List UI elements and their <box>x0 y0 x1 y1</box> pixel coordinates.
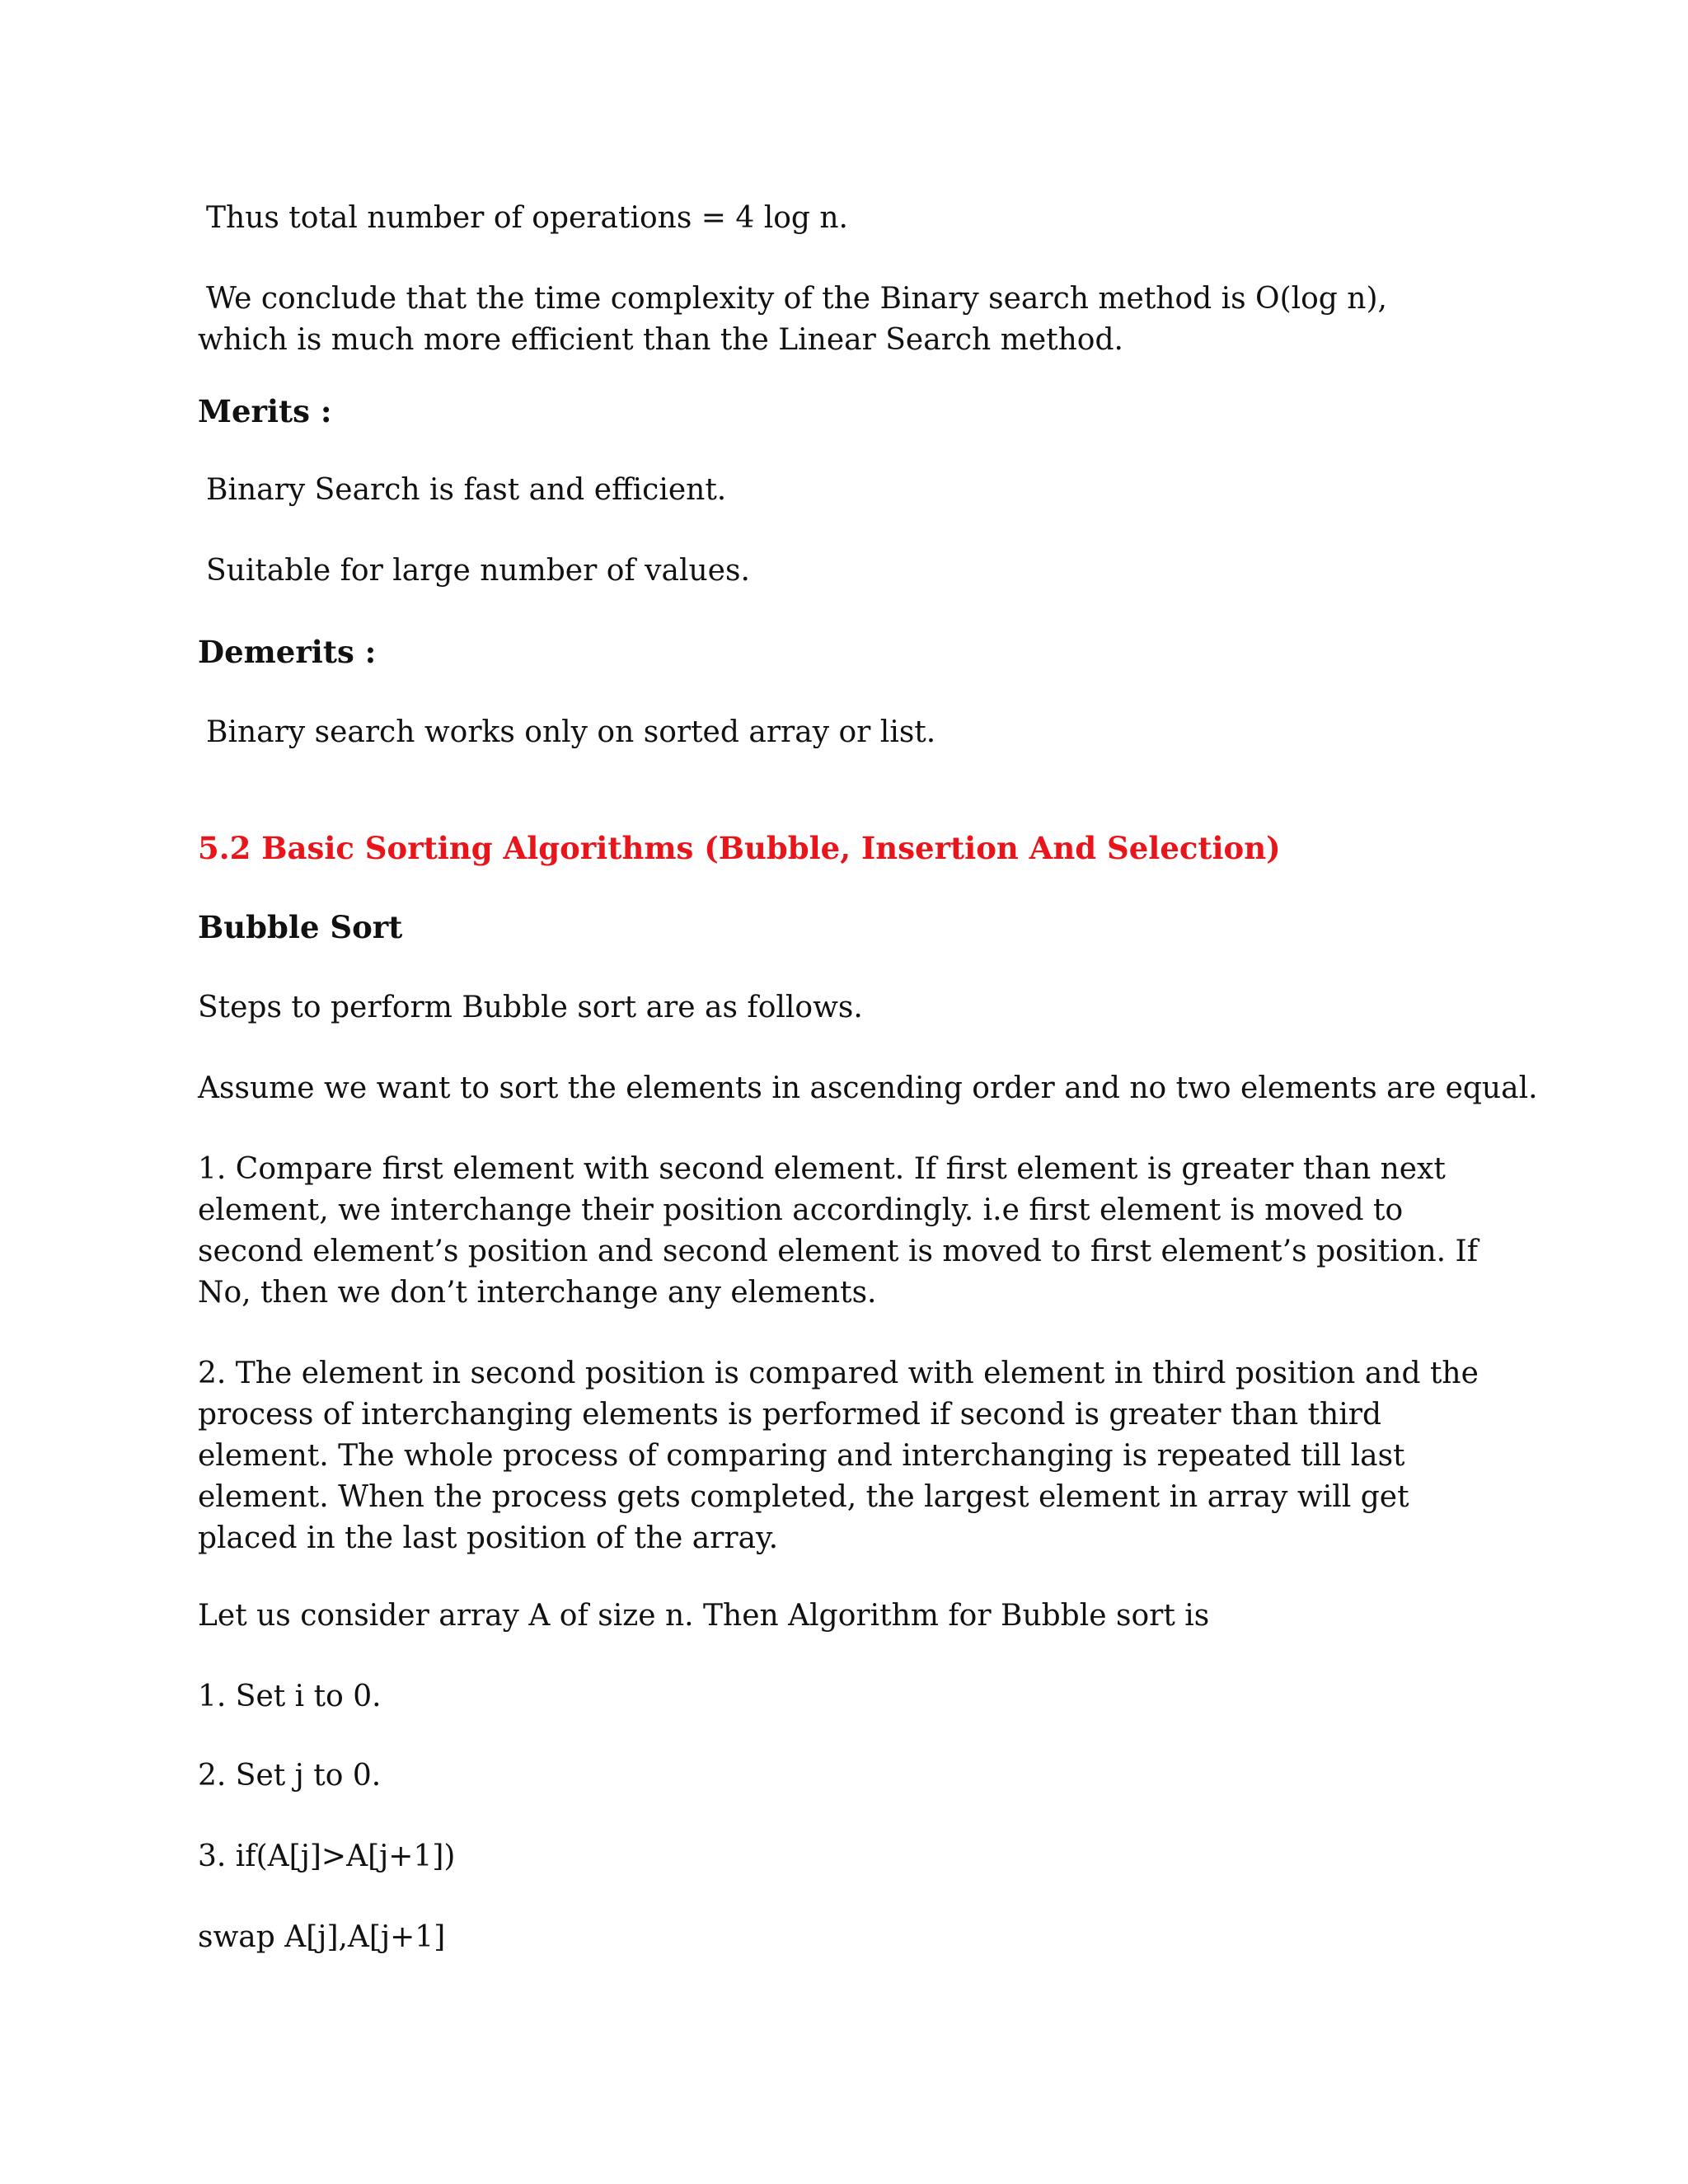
merit-item-1: Binary Search is fast and efficient. <box>206 473 727 507</box>
steps-intro-text: Steps to perform Bubble sort are as follows. <box>198 991 863 1024</box>
assumption-text: Assume we want to sort the elements in ascending order and no two elements are equal. <box>198 1071 1538 1105</box>
algorithm-intro-text: Let us consider array A of size n. Then Algorithm for Bubble sort is <box>198 1599 1210 1633</box>
demerit-item-1: Binary search works only on sorted array or list. <box>206 715 936 749</box>
merit-item-2: Suitable for large number of values. <box>206 554 750 588</box>
algorithm-step-1: 1. Set i to 0. <box>198 1680 382 1713</box>
step-1-paragraph: 1. Compare first element with second element. If first element is greater than next element, we interchange their position accordingly. i.e first element is moved to second element’s position and second element is moved to first element’s position. If No, then we don’t interchange any elements. <box>198 1152 1479 1310</box>
algorithm-swap-line: swap A[j],A[j+1] <box>198 1920 446 1954</box>
algorithm-step-3: 3. if(A[j]>A[j+1]) <box>198 1840 456 1873</box>
conclusion-paragraph: We conclude that the time complexity of the Binary search method is O(log n), which is much more efficient than the Linear Search method. <box>198 282 1387 357</box>
demerits-heading: Demerits : <box>198 634 377 670</box>
section-heading: 5.2 Basic Sorting Algorithms (Bubble, Insertion And Selection) <box>198 830 1281 866</box>
bubble-sort-heading: Bubble Sort <box>198 909 403 945</box>
total-operations-text: Thus total number of operations = 4 log n. <box>206 201 848 235</box>
merits-heading: Merits : <box>198 393 332 429</box>
step-2-paragraph: 2. The element in second position is compared with element in third position and the process of interchanging elements is performed if second is greater than third element. The whole process of comparing and interchanging is repeated till last element. When the process gets completed, the largest element in array will get placed in the last position of the array. <box>198 1357 1479 1555</box>
algorithm-step-2: 2. Set j to 0. <box>198 1759 382 1793</box>
